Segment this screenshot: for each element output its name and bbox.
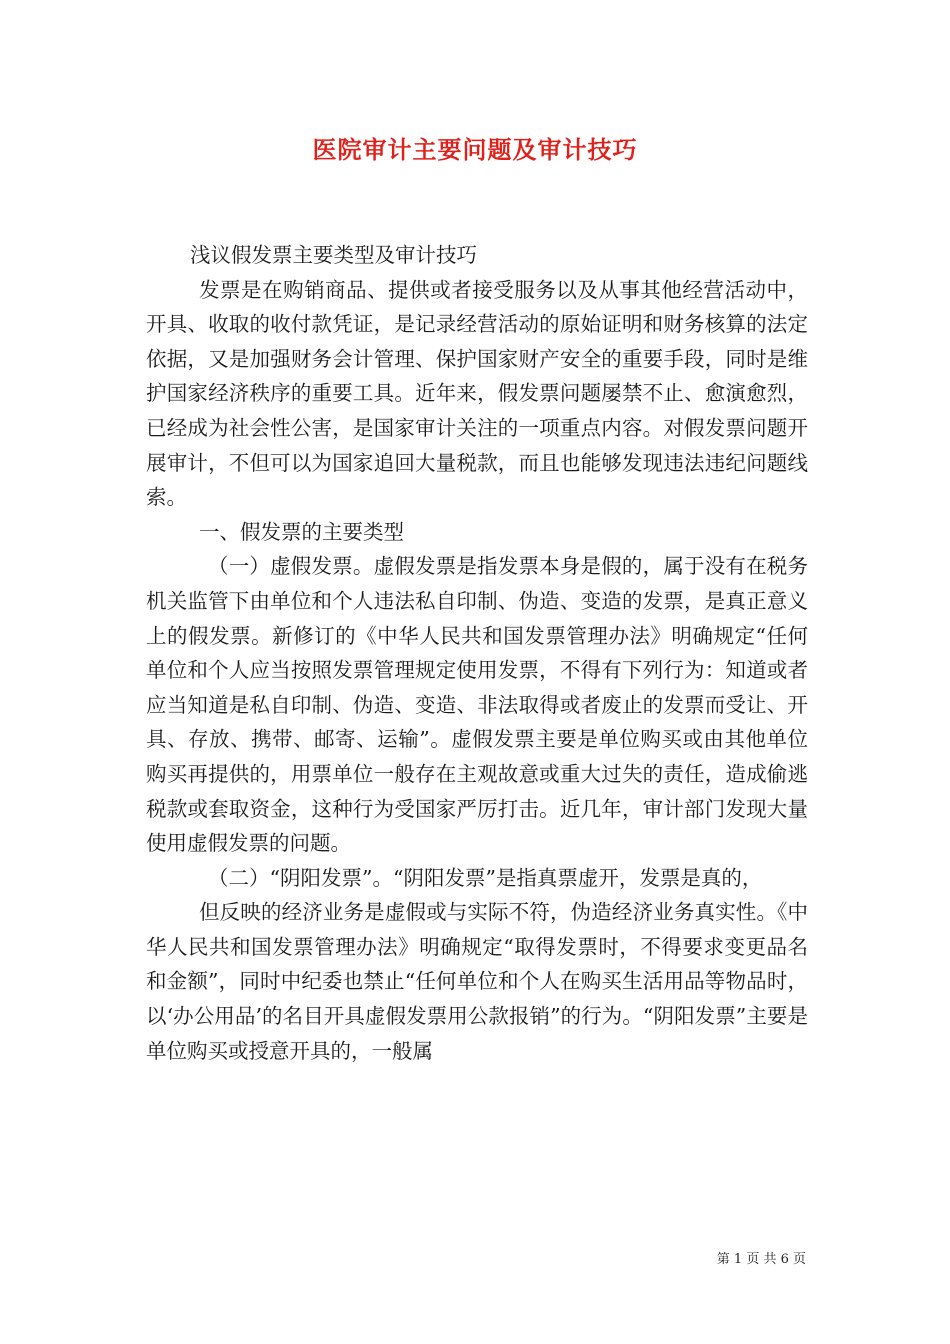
paragraph-yinyang-continued: 但反映的经济业务是虚假或与实际不符，伪造经济业务真实性。《中华人民共和国发票管理办法》明确规定“取得发票时，不得要求变更品名和金额”，同时中纪委也禁止“任何单位和个人在购买生活用品等物品时，以‘办公用品’的名目开具虚假发票用公款报销”的行为。“阴阳发票”主要是单位购买或授意开具的，一般属 [146,900,808,1063]
document-title: 医院审计主要问题及审计技巧 [312,135,638,164]
paragraph-yinyang-invoice: （二）“阴阳发票”。“阴阳发票”是指真票虚开，发票是真的， [208,865,763,890]
page-indicator: 第 1 页 共 6 页 [716,1252,806,1267]
section-heading-types: 一、假发票的主要类型 [199,519,404,544]
paragraph-intro: 发票是在购销商品、提供或者接受服务以及从事其他经营活动中，开具、收取的收付款凭证，是记录经营活动的原始证明和财务核算的法定依据，又是加强财务会计管理、保护国家财产安全的重要手段，同时是维护国家经济秩序的重要工具。近年来，假发票问题屡禁不止、愈演愈烈，已经成为社会性公害，是国家审计关注的一项重点内容。对假发票问题开展审计，不但可以为国家追回大量税款，而且也能够发现违法违纪问题线索。 [146,277,808,510]
document-subtitle: 浅议假发票主要类型及审计技巧 [190,243,477,267]
document-body [146,238,808,1068]
paragraph-fake-invoice: （一）虚假发票。虚假发票是指发票本身是假的，属于没有在税务机关监管下由单位和个人违法私自印制、伪造、变造的发票，是真正意义上的假发票。新修订的《中华人民共和国发票管理办法》明确规定“任何单位和个人应当按照发票管理规定使用发票，不得有下列行为：知道或者应当知道是私自印制、伪造、变造、非法取得或者废止的发票而受让、开具、存放、携带、邮寄、运输”。虚假发票主要是单位购买或由其他单位购买再提供的，用票单位一般存在主观故意或重大过失的责任，造成偷逃税款或套取资金，这种行为受国家严厉打击。近几年，审计部门发现大量使用虚假发票的问题。 [146,554,808,856]
